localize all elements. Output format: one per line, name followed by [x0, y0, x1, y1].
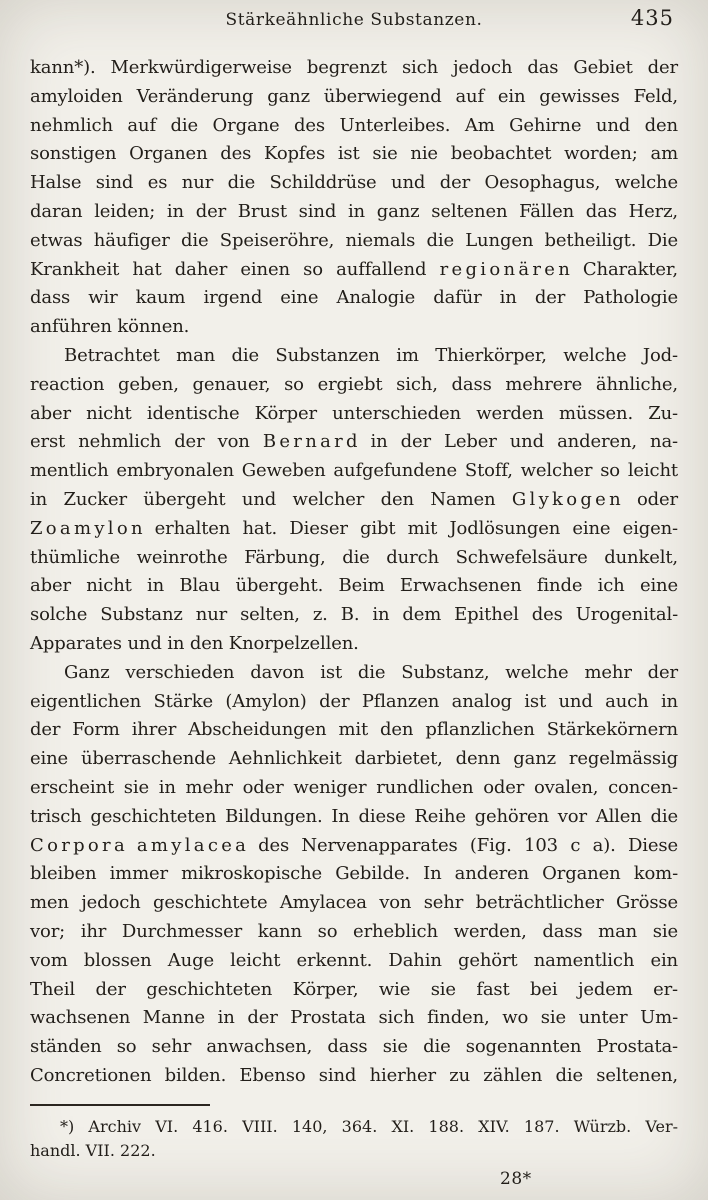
text-line: thümliche weinrothe Färbung, die durch Schwefelsäure dunkelt, [30, 546, 678, 568]
text-line: dass wir kaum irgend eine Analogie dafür in der Pathologie [30, 287, 678, 309]
text-line: eine überraschende Aehnlichkeit darbietet, denn ganz regelmässig [30, 748, 678, 770]
text-line: Apparates und in den Knorpelzellen. [30, 632, 359, 654]
text-line: mentlich embryonalen Geweben aufgefundene Stoff, welcher so leicht [30, 460, 678, 482]
text-line: erst nehmlich der von B e r n a r d in der Leber und anderen, na- [30, 431, 678, 453]
text-line: sonstigen Organen des Kopfes ist sie nie beobachtet worden; am [30, 143, 678, 165]
text-line: Betrachtet man die Substanzen im Thierkörper, welche Jod- [64, 344, 678, 366]
text-line: reaction geben, genauer, so ergiebt sich, dass mehrere ähnliche, [30, 373, 678, 395]
text-line: Concretionen bilden. Ebenso sind hierher zu zählen die seltenen, [30, 1064, 678, 1086]
text-line: kann*). Merkwürdigerweise begrenzt sich jedoch das Gebiet der [30, 57, 678, 78]
running-title: Stärkeähnliche Substanzen. [225, 10, 483, 30]
text-line: erscheint sie in mehr oder weniger rundlichen oder ovalen, concen- [30, 776, 678, 798]
text-line: eigentlichen Stärke (Amylon) der Pflanzen analog ist und auch in [30, 690, 678, 712]
text-line: bleiben immer mikroskopische Gebilde. In anderen Organen kom- [30, 863, 678, 885]
text-line: aber nicht identische Körper unterschieden werden müssen. Zu- [30, 402, 678, 424]
text-line: etwas häufiger die Speiseröhre, niemals die Lungen betheiligt. Die [30, 229, 678, 251]
text-line: Ganz verschieden davon ist die Substanz, welche mehr der [64, 661, 678, 683]
text-line: aber nicht in Blau übergeht. Beim Erwachsenen finde ich eine [30, 575, 678, 597]
signature-mark: 28* [500, 1168, 532, 1189]
footnote-line: handl. VII. 222. [30, 1141, 156, 1161]
footnote-rule [30, 1104, 210, 1106]
text-line: C o r p o r a a m y l a c e a des Nervenapparates (Fig. 103 c a). Diese [30, 834, 678, 856]
text-line: men jedoch geschichtete Amylacea von sehr beträchtlicher Grösse [30, 892, 678, 914]
footnote-body [0, 1115, 708, 1164]
text-line: trisch geschichteten Bildungen. In diese Reihe gehören vor Allen die [30, 805, 678, 827]
page-number: 435 [630, 6, 674, 30]
text-line: in Zucker übergeht und welcher den Namen G l y k o g e n oder [30, 488, 678, 510]
text-line: der Form ihrer Abscheidungen mit den pflanzlichen Stärkekörnern [30, 719, 678, 741]
text-line: Z o a m y l o n erhalten hat. Dieser gibt mit Jodlösungen eine eigen- [30, 517, 678, 539]
text-line: anführen können. [30, 316, 190, 338]
text-line: Theil der geschichteten Körper, wie sie fast bei jedem er- [30, 978, 678, 1000]
text-block [0, 44, 708, 1091]
footnote-line: *) Archiv VI. 416. VIII. 140, 364. XI. 188. XIV. 187. Würzb. Ver- [60, 1116, 678, 1136]
text-line: solche Substanz nur selten, z. B. in dem Epithel des Urogenital- [30, 604, 678, 626]
text-line: wachsenen Manne in der Prostata sich finden, wo sie unter Um- [30, 1007, 678, 1029]
text-line: amyloiden Veränderung ganz überwiegend auf ein gewisses Feld, [30, 85, 678, 107]
text-line: Krankheit hat daher einen so auffallend r e g i o n ä r e n Charakter, [30, 258, 678, 280]
text-line: vom blossen Auge leicht erkennt. Dahin gehört namentlich ein [30, 949, 678, 971]
text-line: nehmlich auf die Organe des Unterleibes. Am Gehirne und den [30, 114, 678, 136]
text-line: Halse sind es nur die Schilddrüse und der Oesophagus, welche [30, 172, 678, 194]
text-line: ständen so sehr anwachsen, dass sie die sogenannten Prostata- [30, 1036, 678, 1058]
text-line: vor; ihr Durchmesser kann so erheblich werden, dass man sie [30, 920, 678, 942]
text-line: daran leiden; in der Brust sind in ganz seltenen Fällen das Herz, [30, 200, 678, 222]
page-header [0, 0, 708, 44]
